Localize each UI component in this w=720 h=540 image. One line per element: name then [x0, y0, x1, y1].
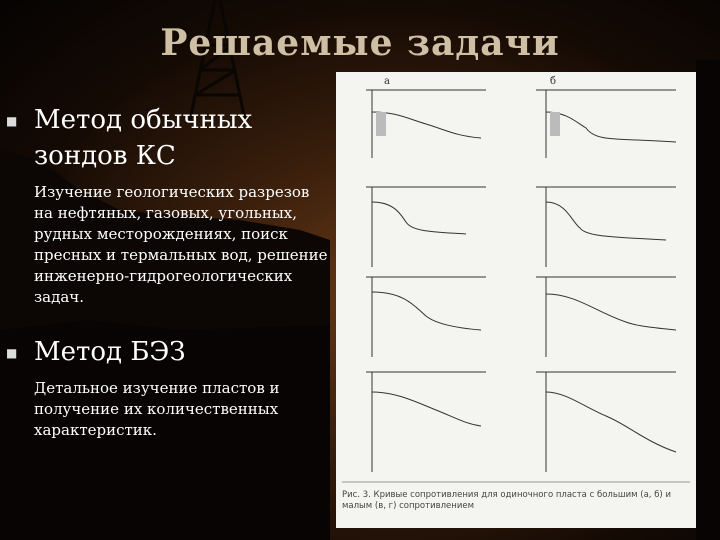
resistivity-curves-figure [336, 72, 696, 528]
bullet-heading-bez: Метод БЭЗ [34, 337, 186, 367]
curve-panel [366, 187, 486, 267]
bullet-text-bez: Детальное изучение пластов и получение их количественных характеристик. [34, 379, 280, 439]
curve-panel [366, 372, 486, 472]
curve-panel [536, 372, 676, 472]
curve-panel [366, 277, 486, 357]
curve-panel [536, 90, 676, 158]
curve-panel [536, 277, 676, 357]
bullet-icon: ■ [6, 346, 18, 360]
curve-panel [366, 90, 486, 158]
slide-title: Решаемые задачи [160, 22, 560, 64]
figure-label-a: а [384, 76, 390, 87]
curve-panel [536, 187, 676, 267]
figure-caption: Рис. 3. Кривые сопротивления для одиночного пласта с большим (а, б) и малым (в, г) сопротивлением [342, 490, 671, 511]
figure-label-b: б [550, 76, 557, 87]
bullet-icon: ■ [6, 114, 18, 128]
bullet-heading-ks: Метод обычных зондов КС [34, 105, 253, 171]
bullet-text-ks: Изучение геологических разрезов на нефтяных, газовых, угольных, рудных месторождениях, поиск пресных и термальных вод, решение инженерно-гидрогеологических задач. [34, 183, 328, 306]
